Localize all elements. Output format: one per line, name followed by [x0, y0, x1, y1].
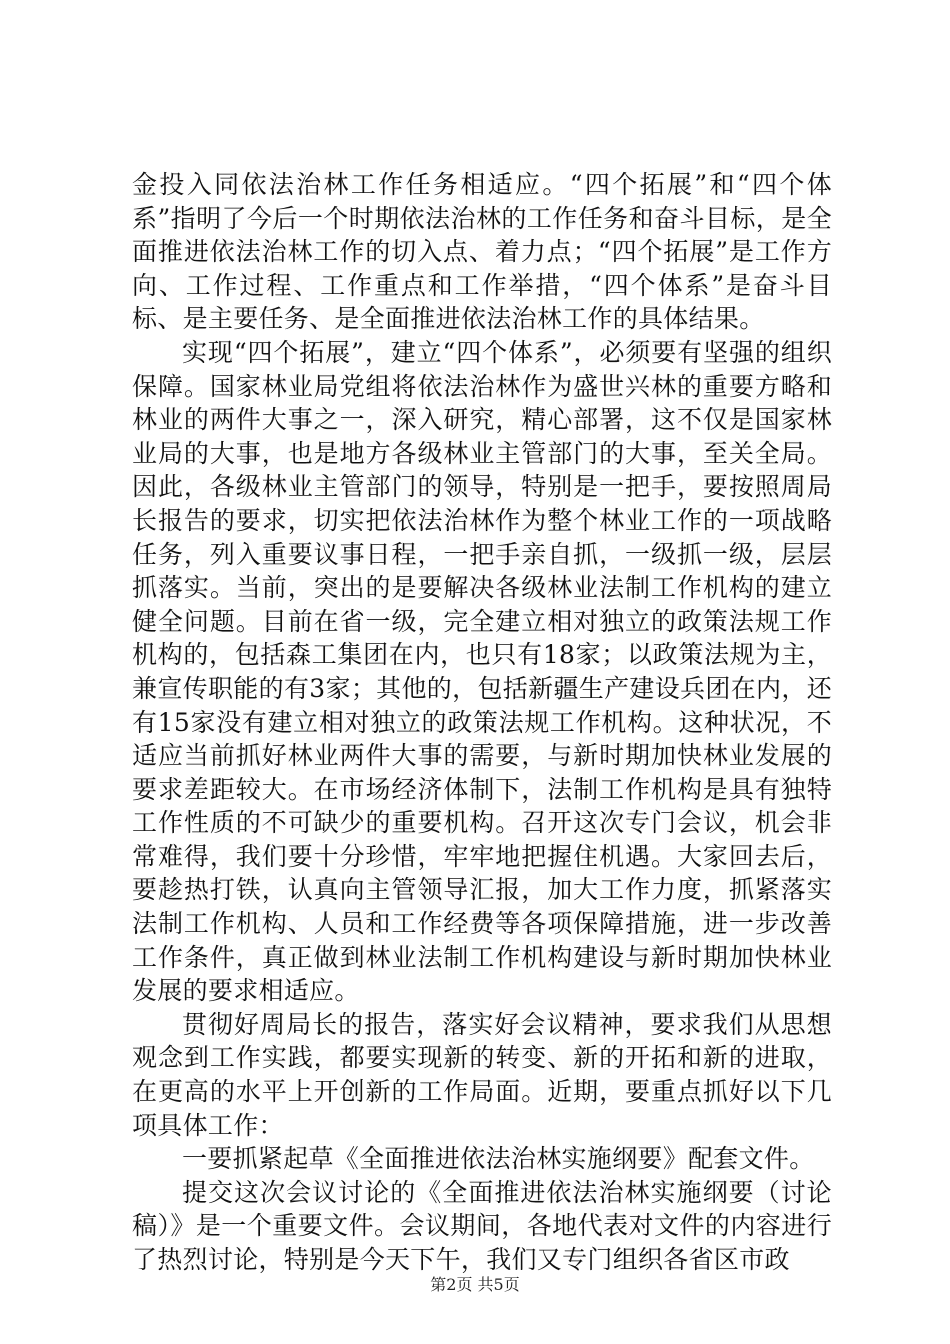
- paragraph-continuation: 金投入同依法治林工作任务相适应。“四个拓展”和“四个体系”指明了今后一个时期依法治林的工作任务和奋斗目标，是全面推进依法治林工作的切入点、着力点；“四个拓展”是工作方向、工作过程、工作重点和工作举措，“四个体系”是奋斗目标、是主要任务、是全面推进依法治林工作的具体结果。: [132, 170, 832, 334]
- paragraph-organizational-guarantee: 实现“四个拓展”，建立“四个体系”，必须要有坚强的组织保障。国家林业局党组将依法治林作为盛世兴林的重要方略和林业的两件大事之一，深入研究，精心部署，这不仅是国家林业局的大事，也是地方各级林业主管部门的大事，至关全局。因此，各级林业主管部门的领导，特别是一把手，要按照周局长报告的要求，切实把依法治林作为整个林业工作的一项战略任务，列入重要议事日程，一把手亲自抓，一级抓一级，层层抓落实。当前，突出的是要解决各级林业法制工作机构的建立健全问题。目前在省一级，完全建立相对独立的政策法规工作机构的，包括森工集团在内，也只有18家；以政策法规为主，兼宣传职能的有3家；其他的，包括新疆生产建设兵团在内，还有15家没有建立相对独立的政策法规工作机构。这种状况，不适应当前抓好林业两件大事的需要，与新时期加快林业发展的要求差距较大。在市场经济体制下，法制工作机构是具有独特工作性质的不可缺少的重要机构。召开这次专门会议，机会非常难得，我们要十分珍惜，牢牢地把握住机遇。大家回去后，要趁热打铁，认真向主管领导汇报，加大工作力度，抓紧落实法制工作机构、人员和工作经费等各项保障措施，进一步改善工作条件，真正做到林业法制工作机构建设与新时期加快林业发展的要求相适应。: [132, 337, 832, 1006]
- page-footer: 第2页 共5页: [430, 1275, 520, 1294]
- paragraph-task-one: 一要抓紧起草《全面推进依法治林实施纲要》配套文件。: [182, 1144, 815, 1174]
- paragraph-draft-discussion: 提交这次会议讨论的《全面推进依法治林实施纲要（讨论稿）》是一个重要文件。会议期间，各地代表对文件的内容进行了热烈讨论，特别是今天下午，我们又专门组织各省区市政: [132, 1177, 832, 1274]
- paragraph-implementation: 贯彻好周局长的报告，落实好会议精神，要求我们从思想观念到工作实践，都要实现新的转变、新的开拓和新的进取，在更高的水平上开创新的工作局面。近期，要重点抓好以下几项具体工作：: [132, 1009, 832, 1140]
- document-body: [132, 168, 832, 1277]
